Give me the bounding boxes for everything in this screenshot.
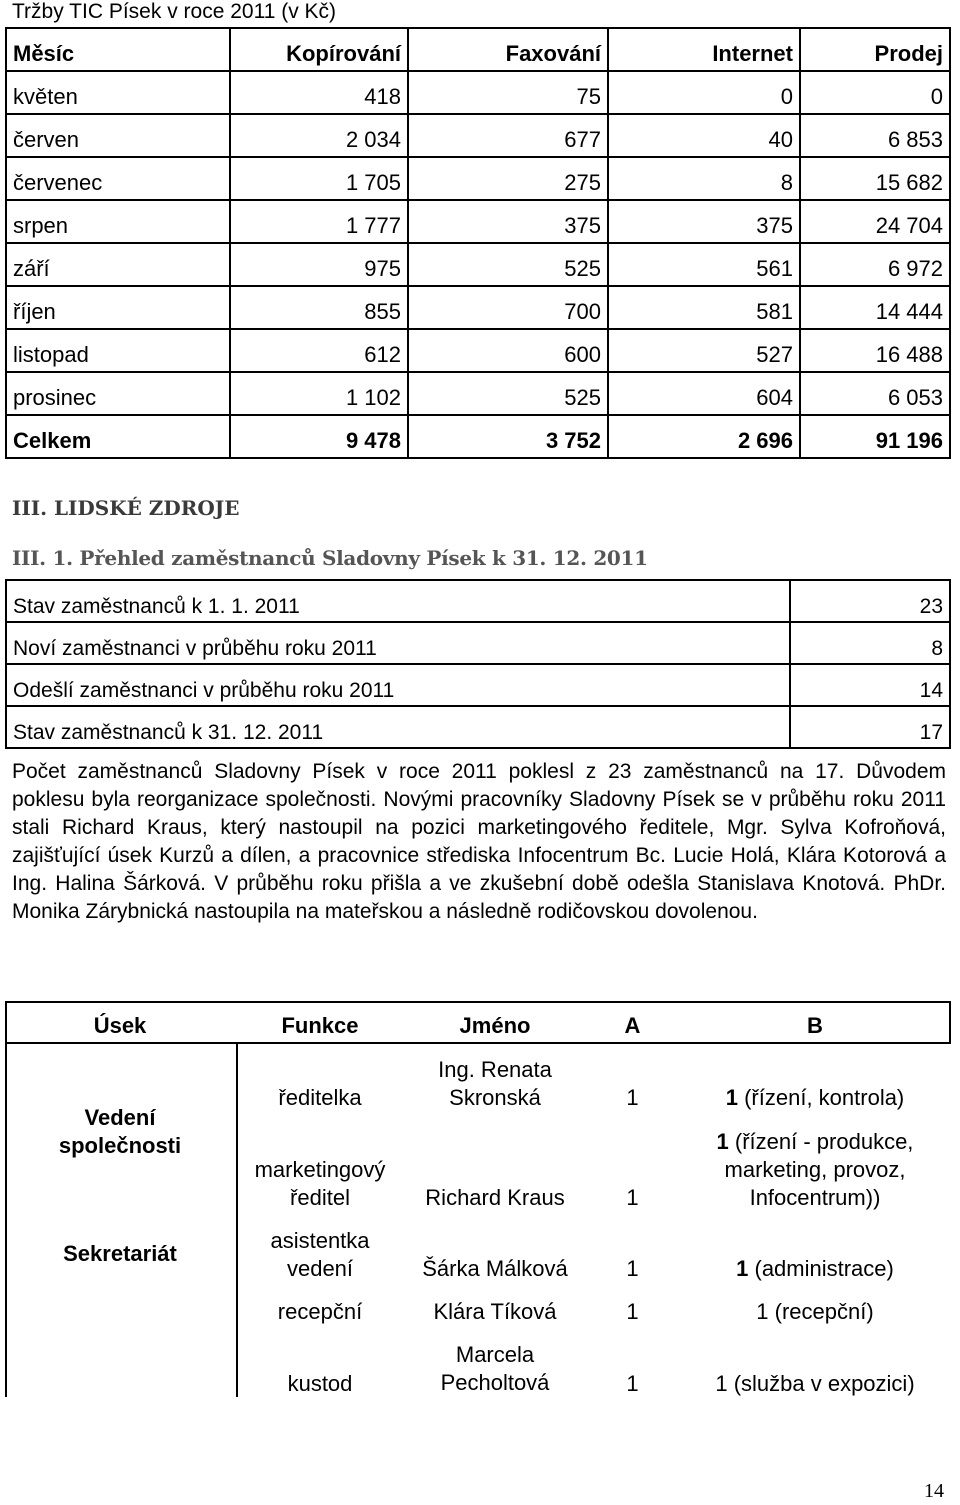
body-paragraph: Počet zaměstnanců Sladovny Písek v roce 2011 poklesl z 23 zaměstnanců na 17. Důvodem poklesu byla reorganizace společnosti. Novými pracovníky Sladovny Písek se v průběhu roku 2011 stali Richard Kraus, který nastoupil na pozici marketingového ředitele, Mgr. Sylva Kofroňová, zajišťující úsek Kurzů a dílen, a pracovnice střediska Infocentrum Bc. Lucie Holá, Klára Kotorová a Ing. Halina Šárková. V průběhu roku přišla a ve zkušební době odešla Stanislava Knotová. PhDr. Monika Zárybnická nastoupila na mateřskou a následně rodičovskou dovolenou. — [12, 760, 946, 923]
org-b-number: 1 — [736, 1256, 749, 1281]
org-jmeno: Šárka Málková — [422, 1256, 568, 1281]
value-cell: 40 — [608, 114, 800, 157]
value-cell: 604 — [608, 372, 800, 415]
org-header-a: A — [624, 1013, 641, 1038]
column-header: Prodej — [800, 28, 950, 71]
value-cell: 700 — [408, 286, 608, 329]
value-cell: 677 — [408, 114, 608, 157]
column-header: Kopírování — [230, 28, 408, 71]
org-b-number: 1 — [725, 1085, 738, 1110]
month-cell: září — [6, 243, 230, 286]
org-table-border — [949, 1001, 951, 1043]
table-row — [6, 286, 950, 329]
value-cell: 6 053 — [800, 372, 950, 415]
total-value: 3 752 — [408, 415, 608, 458]
org-b-text: (administrace) — [748, 1256, 894, 1281]
value-cell: 581 — [608, 286, 800, 329]
org-header-usek: Úsek — [93, 1013, 147, 1038]
value-cell: 24 704 — [800, 200, 950, 243]
value-cell: 561 — [608, 243, 800, 286]
staff-label: Noví zaměstnanci v průběhu roku 2011 — [6, 622, 790, 664]
value-cell: 14 444 — [800, 286, 950, 329]
table-row — [6, 243, 950, 286]
org-b-text: (řízení, kontrola) — [737, 1085, 905, 1110]
org-b — [690, 1298, 940, 1326]
total-value: 91 196 — [800, 415, 950, 458]
org-table-border — [236, 1042, 238, 1397]
value-cell: 75 — [408, 71, 608, 114]
value-cell: 375 — [408, 200, 608, 243]
org-a: 1 — [626, 1371, 639, 1396]
value-cell: 8 — [608, 157, 800, 200]
value-cell: 275 — [408, 157, 608, 200]
revenue-table — [5, 27, 951, 459]
table-row — [6, 71, 950, 114]
org-funkce: asistentka vedení — [270, 1228, 370, 1281]
page-number: 14 — [924, 1480, 944, 1502]
month-cell: listopad — [6, 329, 230, 372]
org-header-b: B — [807, 1013, 823, 1038]
org-b — [690, 1128, 940, 1212]
value-cell: 525 — [408, 243, 608, 286]
staff-value: 8 — [790, 622, 950, 664]
staff-label: Stav zaměstnanců k 1. 1. 2011 — [6, 580, 790, 622]
table-row — [6, 200, 950, 243]
value-cell: 0 — [608, 71, 800, 114]
org-header-funkce: Funkce — [281, 1013, 359, 1038]
table-header-row — [6, 28, 950, 71]
table-row — [6, 157, 950, 200]
value-cell: 1 102 — [230, 372, 408, 415]
org-b-number: 1 — [716, 1129, 729, 1154]
org-b-number: 1 — [756, 1299, 769, 1324]
org-b-number: 1 — [715, 1371, 728, 1396]
org-jmeno: Klára Tíková — [433, 1299, 557, 1324]
org-jmeno: Marcela Pecholtová — [440, 1342, 550, 1395]
month-cell: říjen — [6, 286, 230, 329]
value-cell: 600 — [408, 329, 608, 372]
total-value: 9 478 — [230, 415, 408, 458]
staff-value: 17 — [790, 706, 950, 748]
org-table-border — [5, 1001, 7, 1397]
org-funkce: ředitelka — [278, 1085, 362, 1110]
subsection-heading: III. 1. Přehled zaměstnanců Sladovny Písek k 31. 12. 2011 — [12, 546, 648, 570]
total-label: Celkem — [6, 415, 230, 458]
month-cell: prosinec — [6, 372, 230, 415]
month-cell: červen — [6, 114, 230, 157]
org-section-sekretariat: Sekretariát — [63, 1241, 177, 1266]
org-table-border — [5, 1001, 951, 1003]
table-row — [6, 329, 950, 372]
org-a: 1 — [626, 1299, 639, 1324]
total-row — [6, 415, 950, 458]
org-table-border — [5, 1042, 951, 1044]
table-caption: Tržby TIC Písek v roce 2011 (v Kč) — [12, 0, 337, 23]
org-b-text: (recepční) — [768, 1299, 874, 1324]
month-cell: srpen — [6, 200, 230, 243]
org-b — [690, 1370, 940, 1398]
section-heading: III. LIDSKÉ ZDROJE — [12, 496, 240, 520]
value-cell: 0 — [800, 71, 950, 114]
org-b — [690, 1255, 940, 1283]
staff-label: Odešlí zaměstnanci v průběhu roku 2011 — [6, 664, 790, 706]
column-header: Faxování — [408, 28, 608, 71]
value-cell: 612 — [230, 329, 408, 372]
staff-row — [6, 580, 950, 622]
value-cell: 6 853 — [800, 114, 950, 157]
org-a: 1 — [626, 1256, 639, 1281]
staff-table — [5, 579, 951, 749]
staff-value: 23 — [790, 580, 950, 622]
value-cell: 527 — [608, 329, 800, 372]
value-cell: 16 488 — [800, 329, 950, 372]
staff-row — [6, 664, 950, 706]
month-cell: červenec — [6, 157, 230, 200]
value-cell: 418 — [230, 71, 408, 114]
org-b — [690, 1084, 940, 1112]
value-cell: 15 682 — [800, 157, 950, 200]
org-funkce: kustod — [287, 1371, 353, 1396]
table-row — [6, 114, 950, 157]
month-cell: květen — [6, 71, 230, 114]
org-funkce: marketingový ředitel — [254, 1157, 386, 1210]
value-cell: 2 034 — [230, 114, 408, 157]
column-header: Internet — [608, 28, 800, 71]
total-value: 2 696 — [608, 415, 800, 458]
staff-row — [6, 706, 950, 748]
value-cell: 975 — [230, 243, 408, 286]
org-funkce: recepční — [277, 1299, 363, 1324]
staff-label: Stav zaměstnanců k 31. 12. 2011 — [6, 706, 790, 748]
org-b-text: (služba v expozici) — [727, 1371, 915, 1396]
value-cell: 6 972 — [800, 243, 950, 286]
value-cell: 525 — [408, 372, 608, 415]
value-cell: 1 705 — [230, 157, 408, 200]
staff-value: 14 — [790, 664, 950, 706]
org-a: 1 — [626, 1185, 639, 1210]
org-b-text: (řízení - produkce, marketing, provoz, Infocentrum)) — [724, 1129, 914, 1210]
value-cell: 375 — [608, 200, 800, 243]
org-jmeno: Ing. Renata Skronská — [438, 1057, 552, 1110]
staff-row — [6, 622, 950, 664]
org-section-vedeni: Vedení společnosti — [58, 1105, 182, 1158]
table-row — [6, 372, 950, 415]
org-header-jmeno: Jméno — [459, 1013, 531, 1038]
value-cell: 1 777 — [230, 200, 408, 243]
org-jmeno: Richard Kraus — [425, 1185, 565, 1210]
value-cell: 855 — [230, 286, 408, 329]
org-a: 1 — [626, 1085, 639, 1110]
column-header: Měsíc — [6, 28, 230, 71]
